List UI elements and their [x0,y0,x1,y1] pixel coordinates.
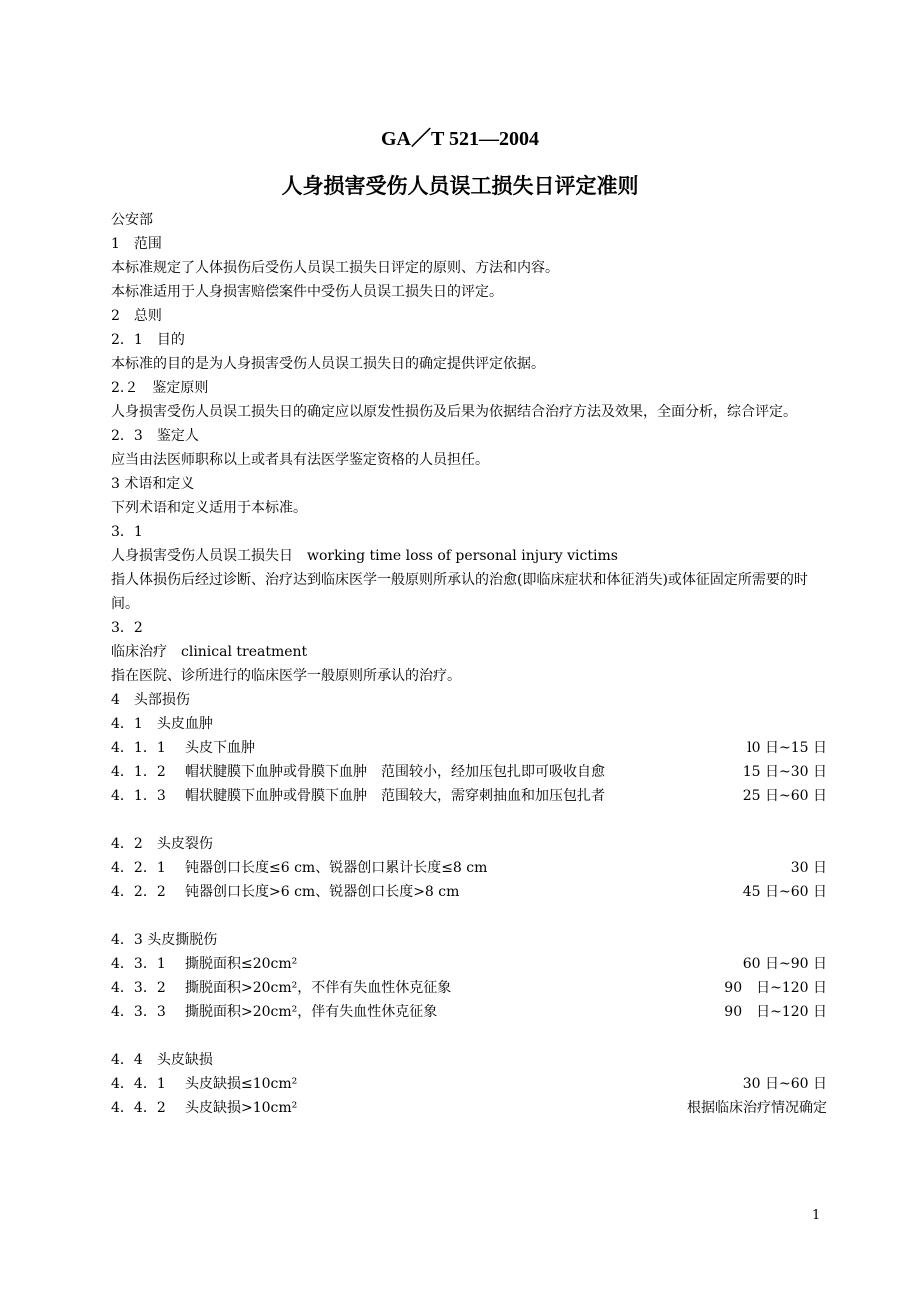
item-days: l0 日~15 日 [747,740,827,756]
paragraph: 应当由法医师职称以上或者具有法医学鉴定资格的人员担任。 [111,452,489,468]
item-description: 钝器创口长度>6 cm、锐器创口长度>8 cm [185,884,460,900]
list-item [111,1072,827,1096]
spacer [111,1024,827,1048]
section-heading: 1 范围 [111,236,162,252]
subsection-heading: 4．2 头皮裂伤 [111,836,213,852]
item-days: 30 日~60 日 [742,1076,827,1092]
item-number: 4．1．3 [111,788,166,804]
subsection-heading: 4．1 头皮血肿 [111,716,213,732]
page-number: 1 [812,1208,821,1223]
item-number: 4．3．1 [111,956,166,972]
item-description: 帽状腱膜下血肿或骨膜下血肿 范围较大，需穿刺抽血和加压包扎者 [185,788,605,804]
list-item [111,760,827,784]
document-body [111,208,827,1120]
item-number: 4．4．2 [111,1100,166,1116]
paragraph: 人身损害受伤人员误工损失日的确定应以原发性损伤及后果为依据结合治疗方法及效果，全面分析，综合评定。 [111,404,797,420]
list-item [111,1000,827,1024]
item-list-4-1 [111,736,827,808]
item-description: 帽状腱膜下血肿或骨膜下血肿 范围较小，经加压包扎即可吸收自愈 [185,764,605,780]
section-heading: 3 术语和定义 [111,476,195,492]
spacer [111,808,827,832]
subsection-heading: 2．3 鉴定人 [111,428,199,444]
item-description: 撕脱面积>20cm²，伴有失血性休克征象 [185,1004,438,1020]
item-number: 4．2．1 [111,860,166,876]
list-item [111,736,827,760]
item-list-4-2 [111,856,827,904]
item-description: 头皮缺损>10cm² [185,1100,298,1116]
list-item [111,856,827,880]
term-definition: 人身损害受伤人员误工损失日 working time loss of personal injury victims [111,548,618,564]
list-item [111,784,827,808]
paragraph: 本标准适用于人身损害赔偿案件中受伤人员误工损失日的评定。 [111,284,503,300]
item-number: 4．3．2 [111,980,166,996]
list-item [111,880,827,904]
item-days: 25 日~60 日 [742,788,827,804]
item-number: 4．3．3 [111,1004,166,1020]
issuer: 公安部 [111,212,153,228]
item-description: 钝器创口长度≤6 cm、锐器创口累计长度≤8 cm [185,860,488,876]
paragraph: 本标准规定了人体损伤后受伤人员误工损失日评定的原则、方法和内容。 [111,260,559,276]
item-days: 45 日~60 日 [742,884,827,900]
item-list-4-3 [111,952,827,1024]
list-item [111,976,827,1000]
section-heading: 4 头部损伤 [111,692,190,708]
section-heading: 2 总则 [111,308,162,324]
paragraph: 指人体损伤后经过诊断、治疗达到临床医学一般原则所承认的治愈(即临床症状和体征消失)或体征固定所需要的时间。 [111,572,808,612]
item-days: 90 日~120 日 [724,980,827,996]
item-number: 4．2．2 [111,884,166,900]
item-days: 30 日 [790,860,827,876]
paragraph: 下列术语和定义适用于本标准。 [111,500,307,516]
item-number: 4．4．1 [111,1076,166,1092]
spacer [111,904,827,928]
subsection-heading: 2.２ 鉴定原则 [111,380,209,396]
item-description: 撕脱面积≤20cm² [185,956,298,972]
subsection-heading: 4．3 头皮撕脱伤 [111,932,218,948]
document-title: 人身损害受伤人员误工损失日评定准则 [281,174,639,198]
item-number: 4．1．2 [111,764,166,780]
item-list-4-4 [111,1072,827,1120]
paragraph: 指在医院、诊所进行的临床医学一般原则所承认的治疗。 [111,668,461,684]
item-description: 头皮缺损≤10cm² [185,1076,298,1092]
item-days: 60 日~90 日 [742,956,827,972]
paragraph: 本标准的目的是为人身损害受伤人员误工损失日的确定提供评定依据。 [111,356,545,372]
item-days: 根据临床治疗情况确定 [687,1100,827,1116]
item-days: 90 日~120 日 [724,1004,827,1020]
subsection-heading: 2．1 目的 [111,332,185,348]
subsection-heading: 3．1 [111,524,143,540]
subsection-heading: 4．4 头皮缺损 [111,1052,213,1068]
subsection-heading: 3．2 [111,620,143,636]
item-description: 头皮下血肿 [185,740,255,756]
item-description: 撕脱面积>20cm²，不伴有失血性休克征象 [185,980,452,996]
standard-code: GA／T 521—2004 [381,128,539,150]
item-days: 15 日~30 日 [742,764,827,780]
list-item [111,1096,827,1120]
list-item [111,952,827,976]
term-definition: 临床治疗 clinical treatment [111,644,308,660]
item-number: 4．1．1 [111,740,166,756]
